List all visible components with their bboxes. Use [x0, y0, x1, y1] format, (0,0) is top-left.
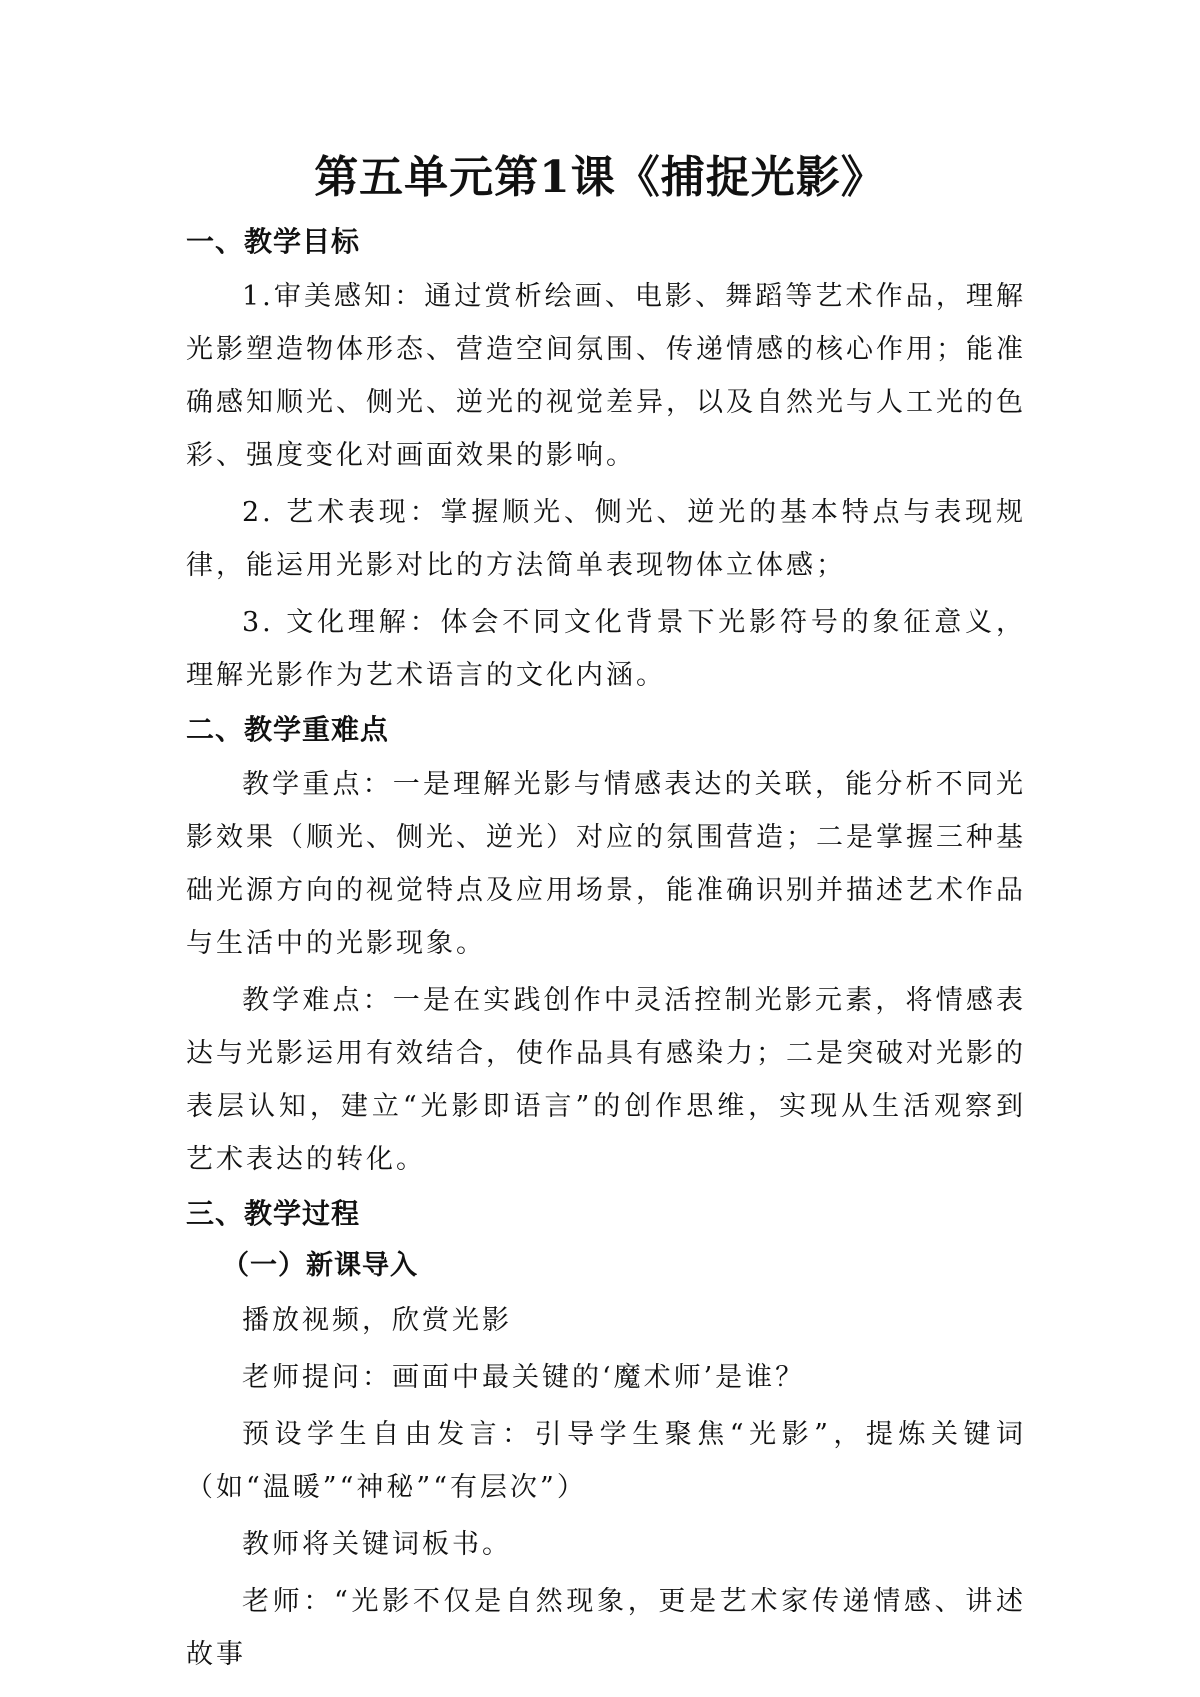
paragraph-teacher-question: 老师提问：画面中最关键的‘魔术师’是谁？: [242, 1362, 806, 1393]
paragraph-cultural-understanding: 3. 文化理解：体会不同文化背景下光影符号的象征意义，理解光影作为艺术语言的文化内涵。: [186, 607, 1026, 691]
paragraph-artistic-expression: 2. 艺术表现：掌握顺光、侧光、逆光的基本特点与表现规律，能运用光影对比的方法简单表现物体立体感；: [186, 497, 1026, 581]
section-heading-objectives: 一、教学目标: [186, 225, 361, 258]
page-title: 第五单元第1课《捕捉光影》: [314, 152, 886, 203]
paragraph-student-response: 预设学生自由发言：引导学生聚焦“光影”，提炼关键词（如“温暖”“神秘”“有层次”）: [186, 1419, 1026, 1503]
paragraph-teaching-focus: 教学重点：一是理解光影与情感表达的关联，能分析不同光影效果（顺光、侧光、逆光）对应的氛围营造；二是掌握三种基础光源方向的视觉特点及应用场景，能准确识别并描述艺术作品与生活中的光影现象。: [186, 769, 1026, 959]
paragraph-aesthetic-perception: 1.审美感知：通过赏析绘画、电影、舞蹈等艺术作品，理解光影塑造物体形态、营造空间氛围、传递情感的核心作用；能准确感知顺光、侧光、逆光的视觉差异，以及自然光与人工光的色彩、强度变化对画面效果的影响。: [186, 281, 1026, 471]
paragraph-teaching-difficulty: 教学难点：一是在实践创作中灵活控制光影元素，将情感表达与光影运用有效结合，使作品具有感染力；二是突破对光影的表层认知，建立“光影即语言”的创作思维，实现从生活观察到艺术表达的转化。: [186, 985, 1026, 1175]
paragraph-board-notes: 教师将关键词板书。: [242, 1529, 512, 1560]
subsection-heading-introduction: （一）新课导入: [222, 1250, 418, 1281]
paragraph-play-video: 播放视频，欣赏光影: [242, 1305, 512, 1336]
section-heading-key-points: 二、教学重难点: [186, 713, 390, 746]
section-heading-process: 三、教学过程: [186, 1197, 361, 1230]
paragraph-teacher-remark: 老师：“光影不仅是自然现象，更是艺术家传递情感、讲述故事: [186, 1586, 1026, 1670]
document-body: [186, 218, 1026, 1685]
